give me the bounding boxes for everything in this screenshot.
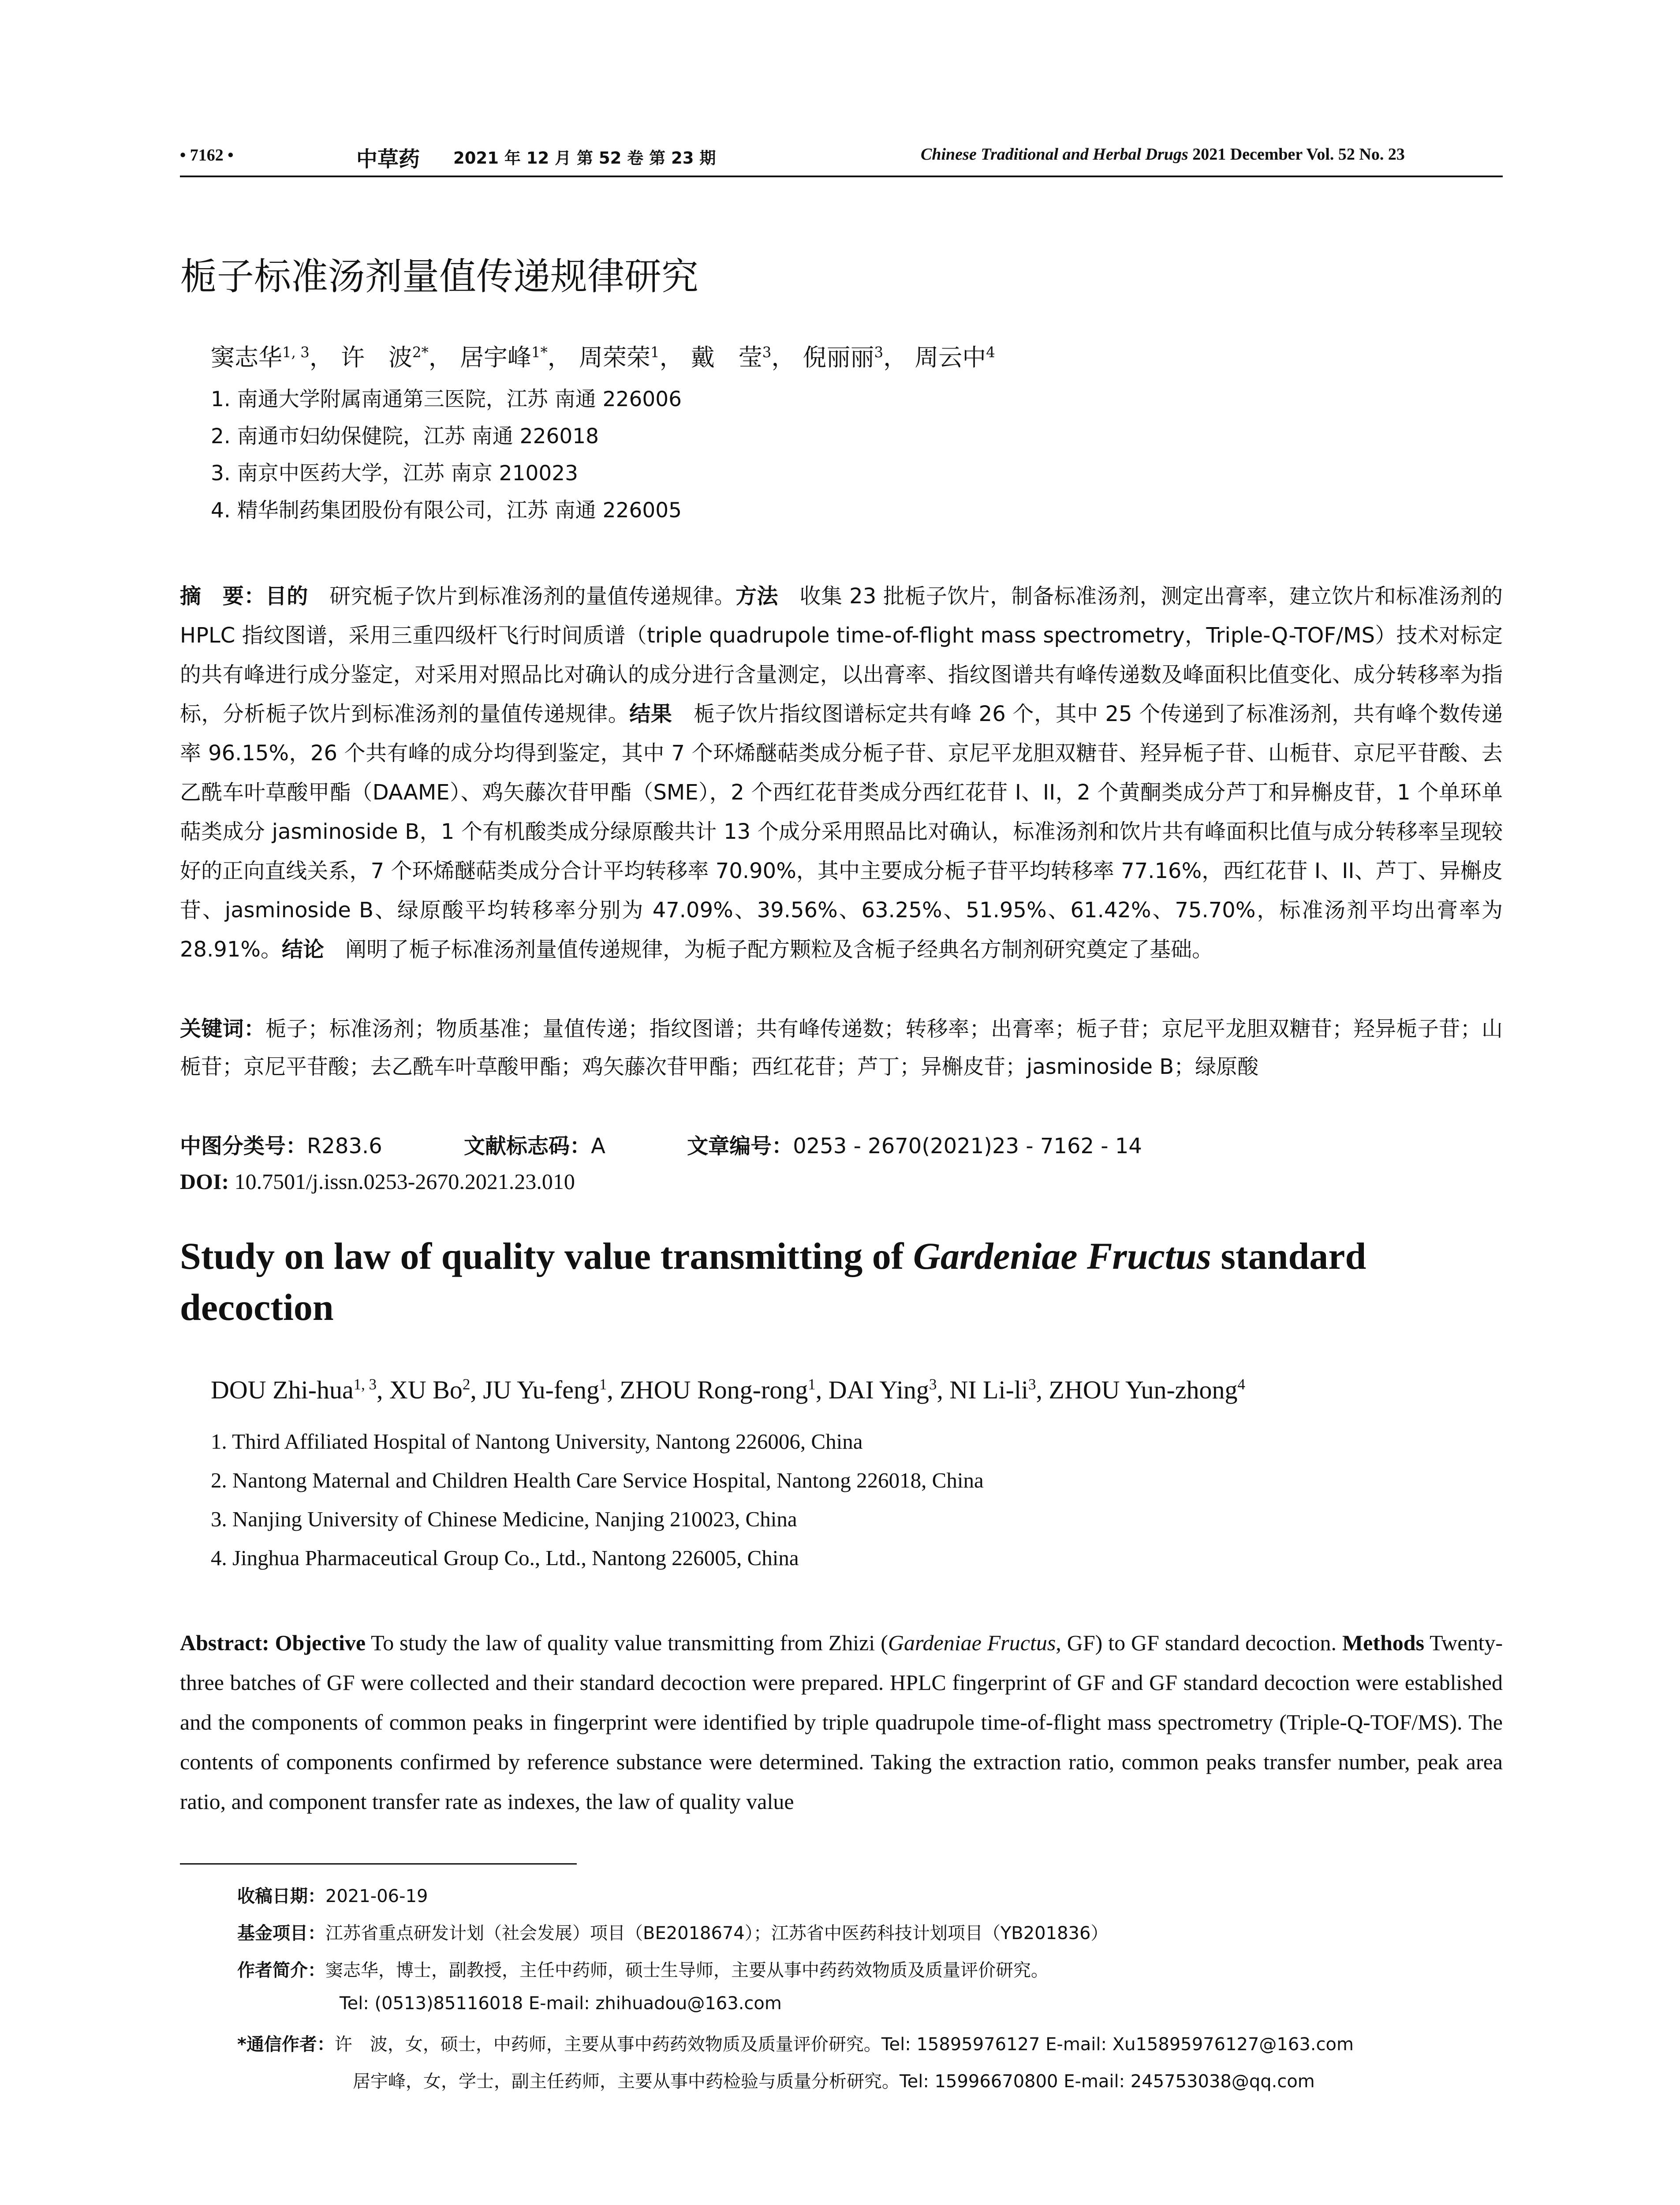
doi: DOI: 10.7501/j.issn.0253-2670.2021.23.010 (180, 1169, 575, 1194)
running-header (180, 142, 1503, 173)
author-cn: 居宇峰 (459, 344, 531, 371)
issue-info-cn: 2021 年 12 月 第 52 卷 第 23 期 (453, 149, 716, 168)
header-rule (180, 176, 1503, 177)
title-en: Study on law of quality value transmitting of Gardeniae Fructus standard decoction (180, 1235, 1366, 1328)
footnote-author-contact: Tel: (0513)85116018 E-mail: zhihuadou@163.com (340, 1993, 782, 2014)
footnote-received: 收稿日期：2021-06-19 (237, 1886, 428, 1906)
affiliation-cn: 4. 精华制药集团股份有限公司，江苏 南通 226005 (211, 498, 682, 523)
author-cn: 窦志华 (211, 344, 282, 371)
page-number: • 7162 • (180, 146, 234, 164)
abstract-cn: 摘 要：目的 研究栀子饮片到标准汤剂的量值传递规律。方法 收集 23 批栀子饮片，制备标准汤剂，测定出膏率，建立饮片和标准汤剂的 HPLC 指纹图谱，采用三重四级杆飞行时间质谱（triple quadrupole time-of-flight mass spectrometry，Triple-Q-TOF/MS）技术对标定的共有峰进行成分鉴定，对采用对照品比对确认的成分进行含量测定，以出膏率、指纹图谱共有峰传递数及峰面积比值变化、成分转移率为指标，分析栀子饮片到标准汤剂的量值传递规律。结果 栀子饮片指纹图谱标定共有峰 26 个，其中 25 个传递到了标准汤剂，共有峰个数传递率 96.15%，26 个共有峰的成分均得到鉴定，其中 7 个环烯醚萜类成分栀子苷、京尼平龙胆双糖苷、羟异栀子苷、山栀苷、京尼平苷酸、去乙酰车叶草酸甲酯（DAAME）、鸡矢藤次苷甲酯（SME），2 个西红花苷类成分西红花苷 I、II，2 个黄酮类成分芦丁和异槲皮苷，1 个单环单萜类成分 jasminoside B，1 个有机酸类成分绿原酸共计 13 个成分采用照品比对确认，标准汤剂和饮片共有峰面积比值与成分转移率呈现较好的正向直线关系，7 个环烯醚萜类成分合计平均转移率 70.90%，其中主要成分栀子苷平均转移率 77.16%，西红花苷 I、II、芦丁、异槲皮苷、jasminoside B、绿原酸平均转移率分别为 47.09%、39.56%、63.25%、51.95%、61.42%、75.70%，标准汤剂平均出膏率为 28.91%。结论 阐明了栀子标准汤剂量值传递规律，为栀子配方颗粒及含栀子经典名方制剂研究奠定了基础。 (180, 584, 1503, 962)
footnote-fund: 基金项目：江苏省重点研发计划（社会发展）项目（BE2018674）；江苏省中医药科技计划项目（YB201836） (237, 1923, 1109, 1943)
footnote-rule (180, 1863, 577, 1865)
author-cn: 周云中 (915, 344, 986, 371)
affiliation-cn: 2. 南通市妇幼保健院，江苏 南通 226018 (211, 424, 599, 448)
title-cn: 栀子标准汤剂量值传递规律研究 (180, 255, 699, 298)
author-cn: 周荣荣 (579, 344, 650, 371)
affiliation-cn: 3. 南京中医药大学，江苏 南京 210023 (211, 461, 579, 486)
author-cn: 许 波 (340, 344, 412, 371)
journal-info-en: Chinese Traditional and Herbal Drugs 2021 December Vol. 52 No. 23 (921, 145, 1405, 164)
affiliation-cn: 1. 南通大学附属南通第三医院，江苏 南通 226006 (211, 387, 682, 411)
classification-info: 中图分类号：R283.6 文献标志码：A 文章编号：0253 - 2670(2021)23 - 7162 - 14 (180, 1134, 1142, 1159)
keywords-cn: 关键词：栀子；标准汤剂；物质基准；量值传递；指纹图谱；共有峰传递数；转移率；出膏率；栀子苷；京尼平龙胆双糖苷；羟异栀子苷；山栀苷；京尼平苷酸；去乙酰车叶草酸甲酯；鸡矢藤次苷甲酯；西红花苷；芦丁；异槲皮苷；jasminoside B；绿原酸 (180, 1017, 1503, 1079)
footnote-corresponding-2: 居宇峰，女，学士，副主任药师，主要从事中药检验与质量分析研究。Tel: 15996670800 E-mail: 245753038@qq.com (353, 2071, 1315, 2092)
affiliation-en: 2. Nantong Maternal and Children Health Care Service Hospital, Nantong 226018, China (211, 1468, 984, 1492)
footnote-corresponding: *通信作者：许 波，女，硕士，中药师，主要从事中药药效物质及质量评价研究。Tel: 15895976127 E-mail: Xu15895976127@163.com (237, 2034, 1354, 2055)
footnote-author: 作者简介：窦志华，博士，副教授，主任中药师，硕士生导师，主要从事中药药效物质及质量评价研究。 (237, 1960, 1049, 1981)
author-cn: 倪丽丽 (803, 344, 874, 371)
affiliation-en: 4. Jinghua Pharmaceutical Group Co., Ltd., Nantong 226005, China (211, 1546, 799, 1570)
affiliation-en: 1. Third Affiliated Hospital of Nantong University, Nantong 226006, China (211, 1429, 863, 1454)
journal-name-cn: 中草药 (356, 147, 420, 172)
authors-cn: 窦志华$^{1, 3}$， 许 波$^{2*}$， 居宇峰$^{1*}$， 周荣荣$^1$， 戴 莹$^3$， 倪丽丽$^3$， 周云中$^4$ (211, 344, 995, 371)
abstract-en: Abstract: Objective To study the law of quality value transmitting from Zhizi (Gardeniae Fructus, GF) to GF standard decoction. Methods Twenty-three batches of GF were collected and their standard decoction were prepared. HPLC fingerprint of GF and GF standard decoction were established and the components of common peaks in fingerprint were identified by triple quadrupole time-of-flight mass spectrometry (Triple-Q-TOF/MS). The contents of components confirmed by reference substance were determined. Taking the extraction ratio, common peaks transfer number, peak area ratio, and component transfer rate as indexes, the law of quality value (180, 1630, 1503, 1814)
author-cn: 戴 莹 (691, 344, 762, 371)
affiliation-en: 3. Nanjing University of Chinese Medicine, Nanjing 210023, China (211, 1507, 797, 1531)
authors-en: DOU Zhi-hua$^{1, 3}$, XU Bo$^2$, JU Yu-feng$^1$, ZHOU Rong-rong$^1$, DAI Ying$^3$, NI $Li-li^3$, ZHOU Yun-zhong$^4$ (211, 1375, 1245, 1404)
